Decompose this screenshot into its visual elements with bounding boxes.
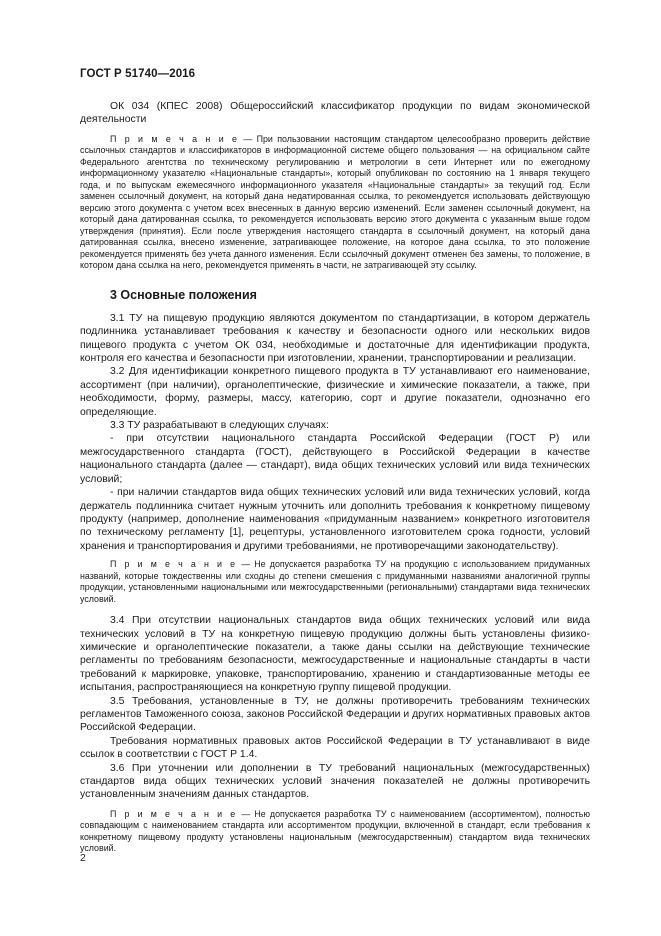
page-number: 2 — [80, 852, 86, 864]
note-assortment — [80, 809, 590, 855]
clause-3-5-continued: Требования нормативных правовых актов Российской Федерации в ТУ устанавливают в виде ссылок в соответствии с ГОСТ Р 1.4. — [80, 735, 590, 761]
note-label: П р и м е ч а н и е — [110, 133, 239, 144]
clause-3-2: 3.2 Для идентификации конкретного пищевого продукта в ТУ устанавливают его наименование, ассортимент (при наличии), органолептические, физические и химические показатели, а также, при необходимости, форму, размеры, массу, категорию, сорт и другие показатели, однозначно его определяющие. — [80, 366, 590, 418]
clause-3-4: 3.4 При отсутствии национальных стандартов вида общих технических условий или вида технических условий в ТУ на конкретную пищевую продукцию должны быть установлены физико-химические и органолептические показатели, а также даны ссылки на действующие технические регламенты по требованиям безопасности, межгосударственные и национальные стандарты в части требований к маркировке, упаковке, транспортированию, хранению и стандартизованные методы ее испытания, распространяющиеся на конкретную группу пищевой продукции. — [80, 615, 590, 694]
note-references — [80, 134, 590, 272]
note-text: — Не допускается разработка ТУ с наименованием (ассортиментом), полностью совпадающим с наименованием стандарта или ассортиментом продукции, включенной в стандарт, если требования к конкретному пищевому продукту установлены национальным (межгосударственным) стандартом вида технических условий. — [80, 808, 590, 854]
document-code-header: ГОСТ Р 51740—2016 — [80, 68, 196, 80]
section-heading: 3 Основные положения — [110, 287, 257, 302]
clause-3-3: 3.3 ТУ разрабатывают в следующих случаях: — [110, 420, 329, 432]
clause-3-3-item-a: - при отсутствии национального стандарта Российской Федерации (ГОСТ Р) или межгосударственного стандарта (ГОСТ), действующего в Российской Федерации в качестве национального стандарта (далее — стандарт), вида общих технических условий или вида технических условий; — [80, 433, 590, 485]
clause-3-5: 3.5 Требования, установленные в ТУ, не должны противоречить требованиям технических регламентов Таможенного союза, законов Российской Федерации и других нормативных правовых актов Российской Федерации. — [80, 695, 590, 734]
note-text: — Не допускается разработка ТУ на продукцию с использованием придуманных названий, которые тождественны или сходны до степени смешения с придуманными названиями аналогичной группы продукции, установленными национальными или межгосударственными (региональными) стандартами вида технических условий. — [80, 559, 591, 604]
clause-3-1: 3.1 ТУ на пищевую продукцию являются документом по стандартизации, в котором держатель подлинника устанавливает требования к качеству и безопасности одного или нескольких видов пищевого продукта с учетом ОК 034, необходимые и достаточные для идентификации продукта, контроля его качества и безопасности при изготовлении, хранении, транспортировании и реализации. — [80, 312, 590, 365]
note-text: — При пользовании настоящим стандартом целесообразно проверить действие ссылочных стандартов и классификаторов в информационной системе общего пользования — на официальном сайте Федерального агентства по техническому регулированию и метрологии в сети Интернет или по ежегодному информационному указателю «Национальные стандарты», который опубликован по состоянию на 1 января текущего года, и по выпускам ежемесячного информационного указателя «Национальные стандарты» за текущий год. Если заменен ссылочный документ, на который дана недатированная ссылка, то рекомендуется использовать действующую версию этого документа с учетом всех внесенных в данную версию изменений. Если заменен ссылочный документ, на который дана датированная ссылка, то рекомендуется использовать версию этого документа с указанным выше годом утверждения (принятия). Если после утверждения настоящего стандарта в ссылочный документ, на который дана датированная ссылка, внесено изменение, затрагивающее положение, на которое дана ссылка, то это положение рекомендуется применять без учета данного изменения. Если ссылочный документ отменен без замены, то положение, в котором дана ссылка на него, рекомендуется применять в части, не затрагивающей эту ссылку. — [80, 133, 591, 271]
clause-3-6: 3.6 При уточнении или дополнении в ТУ требований национальных (межгосударственных) стандартов вида общих технических условий значения показателей не должны противоречить установленным значениям данных стандартов. — [80, 762, 590, 801]
note-label: П р и м е ч а н и е — [110, 808, 238, 819]
reference-entry: ОК 034 (КПЕС 2008) Общероссийский классификатор продукции по видам экономической деятельности — [80, 101, 590, 126]
page-content — [80, 100, 590, 855]
note-label: П р и м е ч а н и е — [110, 559, 238, 570]
note-invented-names — [80, 559, 590, 605]
clause-3-3-item-b: - при наличии стандартов вида общих технических условий или вида технических условий, когда держатель подлинника считает нужным уточнить или дополнить требования к конкретному пищевому продукту (например, дополнение наименования «придуманным названием» конкретного изготовителя по техническому регламенту [1], рецептуры, установленного изготовителем срока годности, условий хранения и транспортирования и другими требованиями, не противоречащими законодательству). — [80, 487, 590, 552]
